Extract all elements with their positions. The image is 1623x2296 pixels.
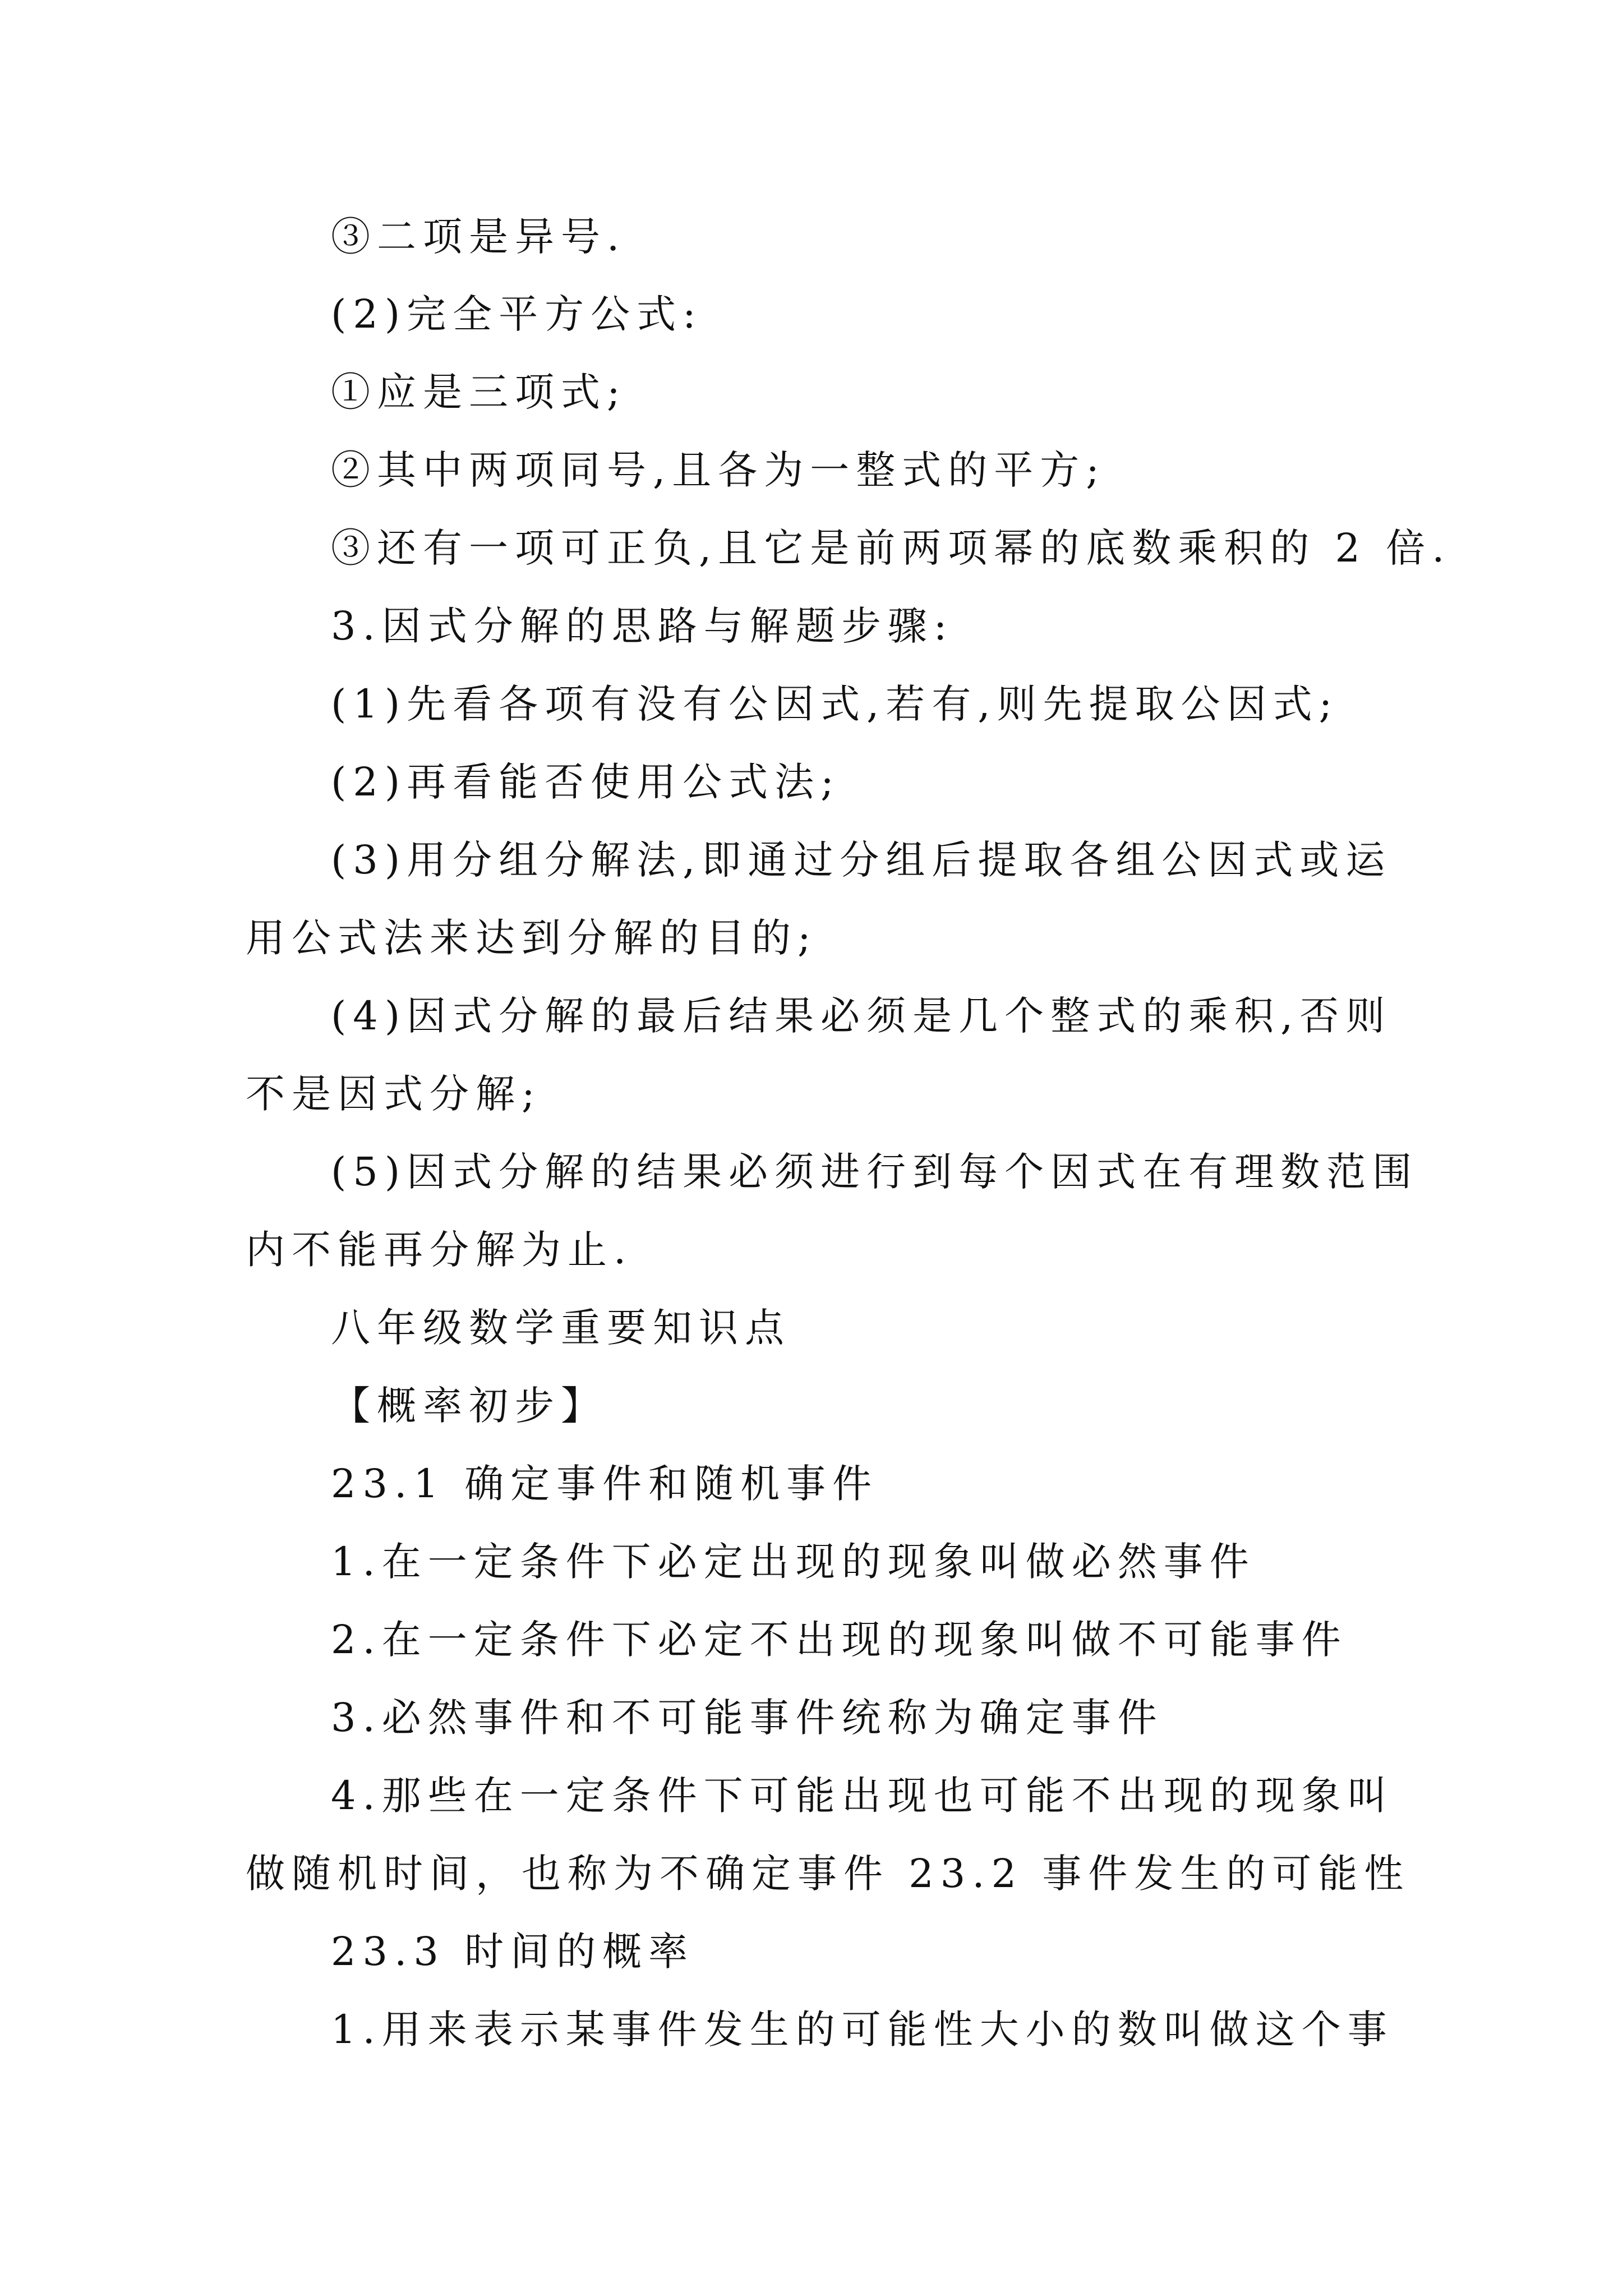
text-line: 用公式法来达到分解的目的; [246, 915, 818, 961]
text-line: ③二项是异号. [331, 214, 626, 260]
text-line: 3.必然事件和不可能事件统称为确定事件 [331, 1695, 1164, 1741]
section-heading: 【概率初步】 [331, 1383, 607, 1429]
text-line: 不是因式分解; [246, 1071, 542, 1117]
text-line: (3)用分组分解法,即通过分组后提取各组公因式或运 [331, 837, 1392, 883]
section-heading: 八年级数学重要知识点 [331, 1305, 791, 1351]
text-line: (2)再看能否使用公式法; [331, 759, 841, 805]
text-line: 4.那些在一定条件下可能出现也可能不出现的现象叫 [331, 1773, 1394, 1819]
text-line: (2)完全平方公式: [331, 291, 703, 337]
text-line: (4)因式分解的最后结果必须是几个整式的乘积,否则 [331, 993, 1392, 1039]
text-line: 内不能再分解为止. [246, 1227, 633, 1273]
text-line: 3.因式分解的思路与解题步骤: [331, 603, 954, 649]
text-line: ①应是三项式; [331, 369, 627, 415]
text-line: (1)先看各项有没有公因式,若有,则先提取公因式; [331, 681, 1339, 727]
text-line: 1.在一定条件下必定出现的现象叫做必然事件 [331, 1539, 1256, 1585]
text-line: (5)因式分解的结果必须进行到每个因式在有理数范围 [331, 1149, 1419, 1195]
text-line: 做随机时间，也称为不确定事件 23.2 事件发生的可能性 [246, 1851, 1410, 1897]
text-line: 1.用来表示某事件发生的可能性大小的数叫做这个事 [331, 2007, 1394, 2053]
text-line: 2.在一定条件下必定不出现的现象叫做不可能事件 [331, 1617, 1348, 1663]
text-line: ②其中两项同号,且各为一整式的平方; [331, 447, 1106, 493]
text-line: 23.3 时间的概率 [331, 1929, 695, 1975]
text-line: ③还有一项可正负,且它是前两项幂的底数乘积的 2 倍. [331, 525, 1451, 571]
text-line: 23.1 确定事件和随机事件 [331, 1461, 879, 1507]
